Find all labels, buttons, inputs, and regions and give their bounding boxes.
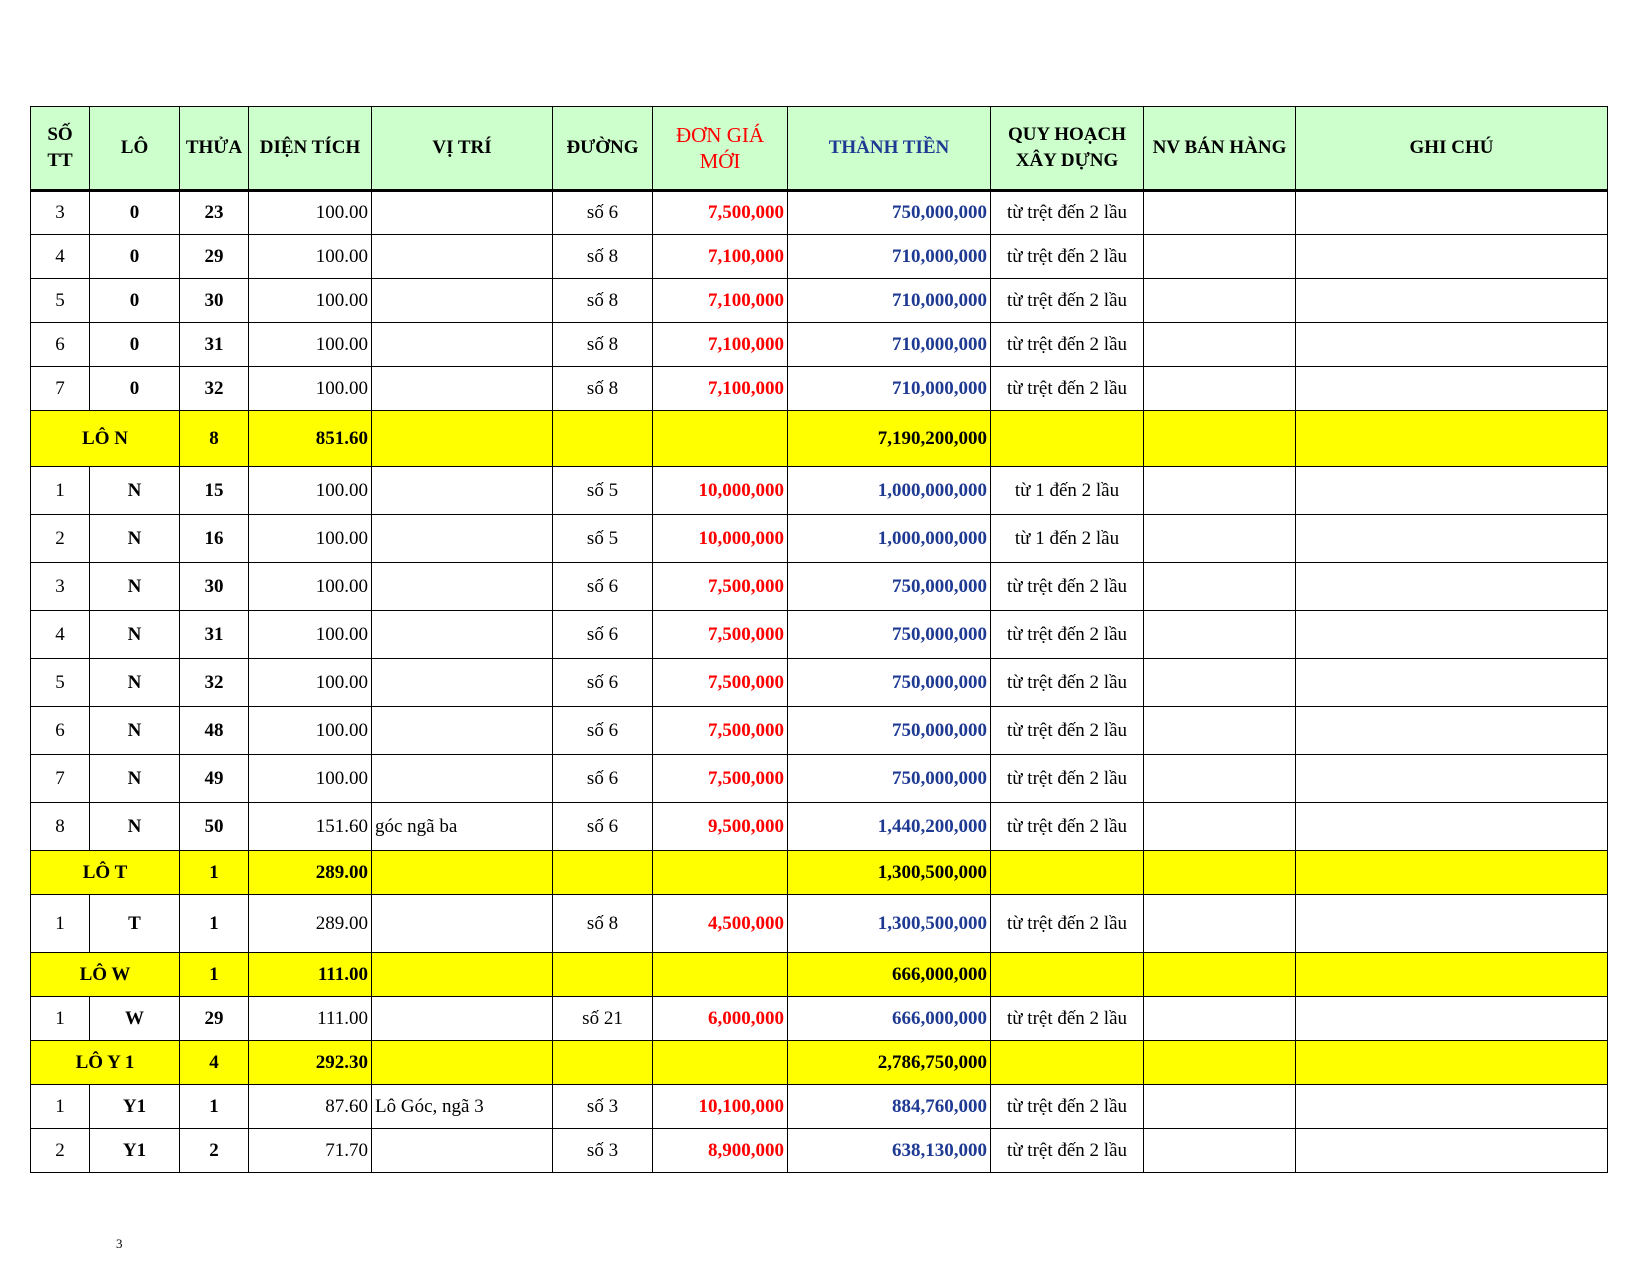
cell-thanh-tien: 1,300,500,000 <box>788 895 991 953</box>
cell-don-gia: 7,500,000 <box>653 563 788 611</box>
cell-vi-tri <box>372 323 553 367</box>
cell-don-gia: 7,500,000 <box>653 659 788 707</box>
cell-don-gia: 7,500,000 <box>653 707 788 755</box>
cell-lo: N <box>90 563 180 611</box>
cell-lo: 0 <box>90 235 180 279</box>
cell-thanh-tien: 710,000,000 <box>788 279 991 323</box>
cell-nv-ban-hang <box>1144 1085 1296 1129</box>
table-row <box>31 1129 1608 1173</box>
cell-ghi-chu <box>1296 191 1608 235</box>
cell-duong: số 8 <box>553 235 653 279</box>
cell-stt: 2 <box>31 515 90 563</box>
cell-lo: 0 <box>90 279 180 323</box>
cell-quy-hoach: từ trệt đến 2 lầu <box>991 997 1144 1041</box>
cell-vi-tri <box>372 997 553 1041</box>
empty-cell <box>653 851 788 895</box>
empty-cell <box>553 953 653 997</box>
empty-cell <box>991 953 1144 997</box>
cell-stt: 7 <box>31 367 90 411</box>
cell-stt: 4 <box>31 235 90 279</box>
cell-thua: 31 <box>180 323 249 367</box>
cell-vi-tri <box>372 659 553 707</box>
cell-duong: số 8 <box>553 279 653 323</box>
cell-quy-hoach: từ trệt đến 2 lầu <box>991 1129 1144 1173</box>
cell-thanh-tien: 1,000,000,000 <box>788 515 991 563</box>
cell-ghi-chu <box>1296 1129 1608 1173</box>
cell-thanh-tien: 1,000,000,000 <box>788 467 991 515</box>
cell-nv-ban-hang <box>1144 235 1296 279</box>
cell-nv-ban-hang <box>1144 659 1296 707</box>
cell-quy-hoach: từ trệt đến 2 lầu <box>991 803 1144 851</box>
cell-thanh-tien: 750,000,000 <box>788 659 991 707</box>
cell-lo: 0 <box>90 323 180 367</box>
cell-duong: số 6 <box>553 659 653 707</box>
table-row <box>31 191 1608 235</box>
cell-vi-tri <box>372 191 553 235</box>
cell-ghi-chu <box>1296 279 1608 323</box>
cell-nv-ban-hang <box>1144 1129 1296 1173</box>
empty-cell <box>1144 1041 1296 1085</box>
cell-stt: 6 <box>31 323 90 367</box>
cell-nv-ban-hang <box>1144 279 1296 323</box>
cell-nv-ban-hang <box>1144 367 1296 411</box>
cell-don-gia: 6,000,000 <box>653 997 788 1041</box>
cell-quy-hoach: từ trệt đến 2 lầu <box>991 367 1144 411</box>
cell-quy-hoach: từ trệt đến 2 lầu <box>991 707 1144 755</box>
cell-dien-tich: 100.00 <box>249 467 372 515</box>
group-area: 851.60 <box>249 411 372 467</box>
cell-duong: số 5 <box>553 515 653 563</box>
cell-thua: 49 <box>180 755 249 803</box>
header-don-gia: ĐƠN GIÁ MỚI <box>653 107 788 191</box>
cell-lo: N <box>90 755 180 803</box>
cell-thanh-tien: 710,000,000 <box>788 367 991 411</box>
cell-thua: 32 <box>180 367 249 411</box>
cell-quy-hoach: từ trệt đến 2 lầu <box>991 755 1144 803</box>
price-table <box>30 106 1608 1173</box>
cell-don-gia: 7,500,000 <box>653 755 788 803</box>
group-count: 1 <box>180 851 249 895</box>
cell-vi-tri <box>372 707 553 755</box>
cell-stt: 6 <box>31 707 90 755</box>
cell-lo: 0 <box>90 191 180 235</box>
cell-duong: số 6 <box>553 707 653 755</box>
table-row <box>31 997 1608 1041</box>
cell-ghi-chu <box>1296 997 1608 1041</box>
table-row <box>31 515 1608 563</box>
cell-ghi-chu <box>1296 235 1608 279</box>
cell-thanh-tien: 666,000,000 <box>788 997 991 1041</box>
header-stt: SỐ TT <box>31 107 90 191</box>
cell-lo: Y1 <box>90 1085 180 1129</box>
empty-cell <box>653 953 788 997</box>
cell-duong: số 8 <box>553 323 653 367</box>
cell-vi-tri <box>372 755 553 803</box>
cell-thua: 30 <box>180 563 249 611</box>
cell-thanh-tien: 1,440,200,000 <box>788 803 991 851</box>
group-count: 1 <box>180 953 249 997</box>
cell-thua: 48 <box>180 707 249 755</box>
cell-thanh-tien: 710,000,000 <box>788 235 991 279</box>
header-dien-tich: DIỆN TÍCH <box>249 107 372 191</box>
empty-cell <box>1144 851 1296 895</box>
cell-stt: 3 <box>31 191 90 235</box>
cell-lo: N <box>90 467 180 515</box>
group-area: 111.00 <box>249 953 372 997</box>
cell-stt: 4 <box>31 611 90 659</box>
cell-stt: 1 <box>31 1085 90 1129</box>
cell-ghi-chu <box>1296 367 1608 411</box>
cell-nv-ban-hang <box>1144 611 1296 659</box>
empty-cell <box>553 1041 653 1085</box>
cell-dien-tich: 100.00 <box>249 191 372 235</box>
cell-thanh-tien: 884,760,000 <box>788 1085 991 1129</box>
cell-quy-hoach: từ trệt đến 2 lầu <box>991 191 1144 235</box>
header-nv-ban-hang: NV BÁN HÀNG <box>1144 107 1296 191</box>
header-duong: ĐƯỜNG <box>553 107 653 191</box>
group-area: 292.30 <box>249 1041 372 1085</box>
cell-thua: 32 <box>180 659 249 707</box>
group-label: LÔ Y 1 <box>31 1041 180 1085</box>
empty-cell <box>1144 953 1296 997</box>
cell-quy-hoach: từ trệt đến 2 lầu <box>991 659 1144 707</box>
header-vi-tri: VỊ TRÍ <box>372 107 553 191</box>
cell-ghi-chu <box>1296 895 1608 953</box>
cell-lo: Y1 <box>90 1129 180 1173</box>
cell-nv-ban-hang <box>1144 997 1296 1041</box>
cell-don-gia: 10,000,000 <box>653 515 788 563</box>
empty-cell <box>653 1041 788 1085</box>
cell-vi-tri: Lô Góc, ngã 3 <box>372 1085 553 1129</box>
cell-don-gia: 10,000,000 <box>653 467 788 515</box>
group-label: LÔ T <box>31 851 180 895</box>
cell-vi-tri <box>372 515 553 563</box>
cell-thanh-tien: 750,000,000 <box>788 755 991 803</box>
cell-thua: 31 <box>180 611 249 659</box>
cell-vi-tri <box>372 611 553 659</box>
table-row <box>31 563 1608 611</box>
empty-cell <box>1296 851 1608 895</box>
cell-nv-ban-hang <box>1144 563 1296 611</box>
group-total-row <box>31 411 1608 467</box>
cell-thanh-tien: 710,000,000 <box>788 323 991 367</box>
cell-stt: 1 <box>31 895 90 953</box>
cell-quy-hoach: từ trệt đến 2 lầu <box>991 895 1144 953</box>
cell-duong: số 3 <box>553 1085 653 1129</box>
group-count: 4 <box>180 1041 249 1085</box>
cell-nv-ban-hang <box>1144 895 1296 953</box>
cell-quy-hoach: từ trệt đến 2 lầu <box>991 323 1144 367</box>
cell-lo: T <box>90 895 180 953</box>
cell-duong: số 6 <box>553 755 653 803</box>
cell-dien-tich: 100.00 <box>249 279 372 323</box>
cell-thua: 1 <box>180 895 249 953</box>
table-row <box>31 367 1608 411</box>
table-row <box>31 803 1608 851</box>
cell-dien-tich: 100.00 <box>249 323 372 367</box>
cell-quy-hoach: từ trệt đến 2 lầu <box>991 1085 1144 1129</box>
cell-vi-tri <box>372 367 553 411</box>
cell-thua: 23 <box>180 191 249 235</box>
cell-don-gia: 9,500,000 <box>653 803 788 851</box>
cell-thanh-tien: 638,130,000 <box>788 1129 991 1173</box>
cell-dien-tich: 87.60 <box>249 1085 372 1129</box>
cell-nv-ban-hang <box>1144 467 1296 515</box>
empty-cell <box>372 851 553 895</box>
cell-don-gia: 7,500,000 <box>653 191 788 235</box>
header-ghi-chu: GHI CHÚ <box>1296 107 1608 191</box>
cell-lo: 0 <box>90 367 180 411</box>
header-lo: LÔ <box>90 107 180 191</box>
cell-dien-tich: 100.00 <box>249 707 372 755</box>
cell-duong: số 6 <box>553 191 653 235</box>
cell-duong: số 21 <box>553 997 653 1041</box>
table-row <box>31 467 1608 515</box>
empty-cell <box>1296 1041 1608 1085</box>
group-total: 2,786,750,000 <box>788 1041 991 1085</box>
cell-vi-tri <box>372 279 553 323</box>
cell-duong: số 8 <box>553 895 653 953</box>
cell-quy-hoach: từ 1 đến 2 lầu <box>991 515 1144 563</box>
empty-cell <box>372 411 553 467</box>
table-row <box>31 707 1608 755</box>
table-row <box>31 755 1608 803</box>
cell-dien-tich: 100.00 <box>249 659 372 707</box>
cell-thanh-tien: 750,000,000 <box>788 563 991 611</box>
cell-thua: 50 <box>180 803 249 851</box>
table-row <box>31 279 1608 323</box>
table-row <box>31 1085 1608 1129</box>
empty-cell <box>553 411 653 467</box>
cell-ghi-chu <box>1296 803 1608 851</box>
cell-stt: 8 <box>31 803 90 851</box>
cell-nv-ban-hang <box>1144 803 1296 851</box>
cell-ghi-chu <box>1296 467 1608 515</box>
cell-duong: số 6 <box>553 803 653 851</box>
group-label: LÔ N <box>31 411 180 467</box>
group-total-row <box>31 1041 1608 1085</box>
cell-thanh-tien: 750,000,000 <box>788 611 991 659</box>
table-row <box>31 323 1608 367</box>
cell-lo: N <box>90 611 180 659</box>
group-label: LÔ W <box>31 953 180 997</box>
group-area: 289.00 <box>249 851 372 895</box>
cell-ghi-chu <box>1296 563 1608 611</box>
cell-nv-ban-hang <box>1144 323 1296 367</box>
cell-nv-ban-hang <box>1144 755 1296 803</box>
cell-vi-tri: góc ngã ba <box>372 803 553 851</box>
cell-duong: số 6 <box>553 563 653 611</box>
empty-cell <box>1296 411 1608 467</box>
cell-ghi-chu <box>1296 323 1608 367</box>
cell-lo: N <box>90 707 180 755</box>
table-row <box>31 235 1608 279</box>
empty-cell <box>1144 411 1296 467</box>
group-total-row <box>31 851 1608 895</box>
cell-stt: 1 <box>31 467 90 515</box>
cell-duong: số 8 <box>553 367 653 411</box>
cell-stt: 7 <box>31 755 90 803</box>
cell-dien-tich: 111.00 <box>249 997 372 1041</box>
empty-cell <box>991 1041 1144 1085</box>
cell-don-gia: 7,500,000 <box>653 611 788 659</box>
header-thanh-tien: THÀNH TIỀN <box>788 107 991 191</box>
cell-don-gia: 8,900,000 <box>653 1129 788 1173</box>
cell-don-gia: 7,100,000 <box>653 279 788 323</box>
cell-thua: 1 <box>180 1085 249 1129</box>
group-total-row <box>31 953 1608 997</box>
cell-dien-tich: 100.00 <box>249 611 372 659</box>
empty-cell <box>991 851 1144 895</box>
group-total: 666,000,000 <box>788 953 991 997</box>
cell-vi-tri <box>372 1129 553 1173</box>
header-quy-hoach: QUY HOẠCH XÂY DỰNG <box>991 107 1144 191</box>
empty-cell <box>653 411 788 467</box>
cell-ghi-chu <box>1296 515 1608 563</box>
cell-thua: 29 <box>180 235 249 279</box>
cell-duong: số 6 <box>553 611 653 659</box>
cell-stt: 2 <box>31 1129 90 1173</box>
cell-don-gia: 10,100,000 <box>653 1085 788 1129</box>
cell-dien-tich: 100.00 <box>249 563 372 611</box>
page-number: 3 <box>116 1236 123 1251</box>
group-count: 8 <box>180 411 249 467</box>
empty-cell <box>372 1041 553 1085</box>
cell-thua: 30 <box>180 279 249 323</box>
cell-vi-tri <box>372 235 553 279</box>
cell-quy-hoach: từ 1 đến 2 lầu <box>991 467 1144 515</box>
cell-don-gia: 7,100,000 <box>653 323 788 367</box>
cell-dien-tich: 100.00 <box>249 367 372 411</box>
group-total: 1,300,500,000 <box>788 851 991 895</box>
cell-duong: số 3 <box>553 1129 653 1173</box>
cell-dien-tich: 289.00 <box>249 895 372 953</box>
cell-vi-tri <box>372 563 553 611</box>
cell-don-gia: 4,500,000 <box>653 895 788 953</box>
cell-quy-hoach: từ trệt đến 2 lầu <box>991 611 1144 659</box>
header-thua: THỬA <box>180 107 249 191</box>
empty-cell <box>1296 953 1608 997</box>
cell-ghi-chu <box>1296 611 1608 659</box>
cell-don-gia: 7,100,000 <box>653 235 788 279</box>
empty-cell <box>553 851 653 895</box>
cell-stt: 5 <box>31 659 90 707</box>
cell-dien-tich: 71.70 <box>249 1129 372 1173</box>
cell-thanh-tien: 750,000,000 <box>788 707 991 755</box>
cell-quy-hoach: từ trệt đến 2 lầu <box>991 279 1144 323</box>
table-row <box>31 611 1608 659</box>
cell-thua: 29 <box>180 997 249 1041</box>
cell-lo: N <box>90 803 180 851</box>
cell-quy-hoach: từ trệt đến 2 lầu <box>991 235 1144 279</box>
header-row <box>31 107 1608 191</box>
cell-thua: 2 <box>180 1129 249 1173</box>
empty-cell <box>991 411 1144 467</box>
cell-lo: N <box>90 515 180 563</box>
cell-stt: 3 <box>31 563 90 611</box>
cell-dien-tich: 100.00 <box>249 235 372 279</box>
cell-dien-tich: 100.00 <box>249 755 372 803</box>
cell-ghi-chu <box>1296 755 1608 803</box>
cell-vi-tri <box>372 895 553 953</box>
cell-thanh-tien: 750,000,000 <box>788 191 991 235</box>
cell-quy-hoach: từ trệt đến 2 lầu <box>991 563 1144 611</box>
cell-stt: 1 <box>31 997 90 1041</box>
cell-lo: N <box>90 659 180 707</box>
empty-cell <box>372 953 553 997</box>
cell-don-gia: 7,100,000 <box>653 367 788 411</box>
cell-vi-tri <box>372 467 553 515</box>
cell-thua: 16 <box>180 515 249 563</box>
cell-ghi-chu <box>1296 1085 1608 1129</box>
cell-dien-tich: 151.60 <box>249 803 372 851</box>
cell-thua: 15 <box>180 467 249 515</box>
cell-ghi-chu <box>1296 707 1608 755</box>
cell-nv-ban-hang <box>1144 515 1296 563</box>
table-row <box>31 895 1608 953</box>
table-row <box>31 659 1608 707</box>
cell-dien-tich: 100.00 <box>249 515 372 563</box>
cell-nv-ban-hang <box>1144 707 1296 755</box>
group-total: 7,190,200,000 <box>788 411 991 467</box>
cell-ghi-chu <box>1296 659 1608 707</box>
cell-duong: số 5 <box>553 467 653 515</box>
cell-nv-ban-hang <box>1144 191 1296 235</box>
cell-lo: W <box>90 997 180 1041</box>
cell-stt: 5 <box>31 279 90 323</box>
